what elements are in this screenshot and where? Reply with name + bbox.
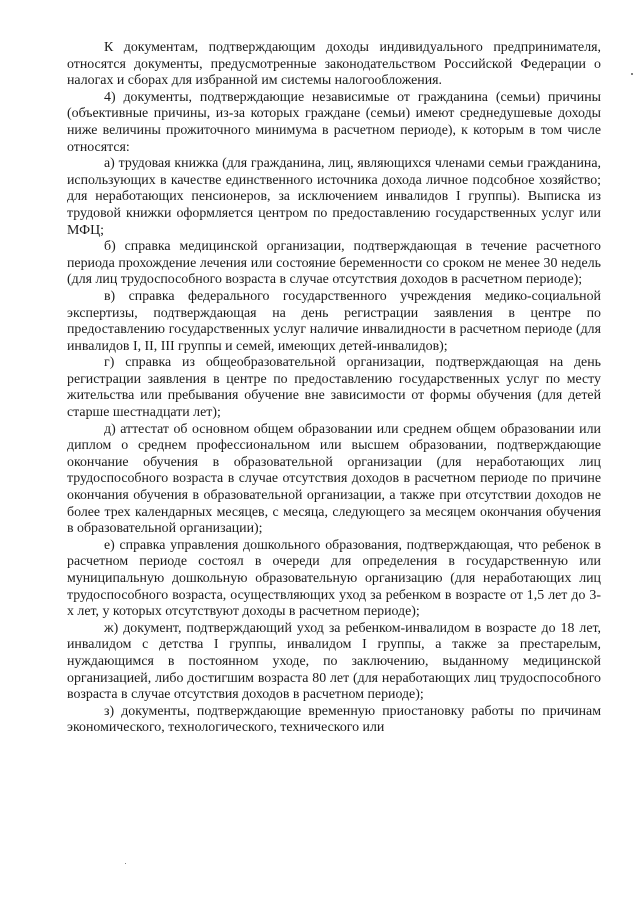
scan-speck <box>125 863 126 864</box>
paragraph-item-4: 4) документы, подтверждающие независимые от гражданина (семьи) причины (объективные причины, из-за которых граждане (семьи) имеют среднедушевые доходы ниже величины прожиточного минимума в расчетном периоде), к которым в том числе относятся: <box>67 89 601 155</box>
paragraph-item-d: д) аттестат об основном общем образовании или среднем общем образовании или диплом о среднем профессиональном или высшем образовании, подтверждающие окончание обучения в образовательной организации (для неработающих лиц трудоспособного возраста в случае отсутствия доходов в расчетном периоде по причине окончания обучения в образовательной организации, а также при отсутствии доходов не более трех календарных месяцев, с месяца, следующего за месяцем окончания обучения в образовательной организации); <box>67 421 601 537</box>
paragraph-entrepreneur-income: К документам, подтверждающим доходы индивидуального предпринимателя, относятся документы, предусмотренные законодательством Российской Федерации о налогах и сборах для избранной им системы налогообложения. <box>67 40 601 89</box>
scan-speck <box>631 73 633 75</box>
paragraph-item-v: в) справка федерального государственного учреждения медико-социальной экспертизы, подтверждающая на день регистрации заявления в центре по предоставлению государственных услуг наличие инвалидности в расчетном периоде (для инвалидов I, II, III группы и семей, имеющих детей-инвалидов); <box>67 288 601 354</box>
paragraph-item-zh: ж) документ, подтверждающий уход за ребенком-инвалидом в возрасте до 18 лет, инвалидом с детства I группы, инвалидом I группы, а также за престарелым, нуждающимся в постоянном уходе, по заключению, выданному медицинской организацией, либо достигшим возраста 80 лет (для неработающих лиц трудоспособного возраста в случае отсутствия доходов в расчетном периоде); <box>67 620 601 703</box>
paragraph-item-e: е) справка управления дошкольного образования, подтверждающая, что ребенок в расчетном периоде состоял в очереди для определения в государственную или муниципальную дошкольную образовательную организацию (для неработающих лиц трудоспособного возраста, осуществляющих уход за ребенком в возрасте от 1,5 лет до 3-х лет, у которых отсутствуют доходы в расчетном периоде); <box>67 537 601 620</box>
paragraph-item-z: з) документы, подтверждающие временную приостановку работы по причинам экономического, технологического, технического или <box>67 703 601 736</box>
paragraph-item-b: б) справка медицинской организации, подтверждающая в течение расчетного периода прохождение лечения или состояние беременности со сроком не менее 30 недель (для лиц трудоспособного возраста в случае отсутствия доходов в расчетном периоде); <box>67 239 601 288</box>
paragraph-item-a: а) трудовая книжка (для гражданина, лиц, являющихся членами семьи гражданина, использующих в качестве единственного источника дохода личное подсобное хозяйство; для неработающих пенсионеров, за исключением инвалидов I группы). Выписка из трудовой книжки оформляется центром по предоставлению государственных услуг или МФЦ; <box>67 156 601 238</box>
document-body <box>67 40 601 737</box>
paragraph-item-g: г) справка из общеобразовательной организации, подтверждающая на день регистрации заявления в центре по предоставлению государственных услуг по месту жительства или пребывания обучение вне зависимости от формы обучения (для детей старше шестнадцати лет); <box>67 355 601 421</box>
